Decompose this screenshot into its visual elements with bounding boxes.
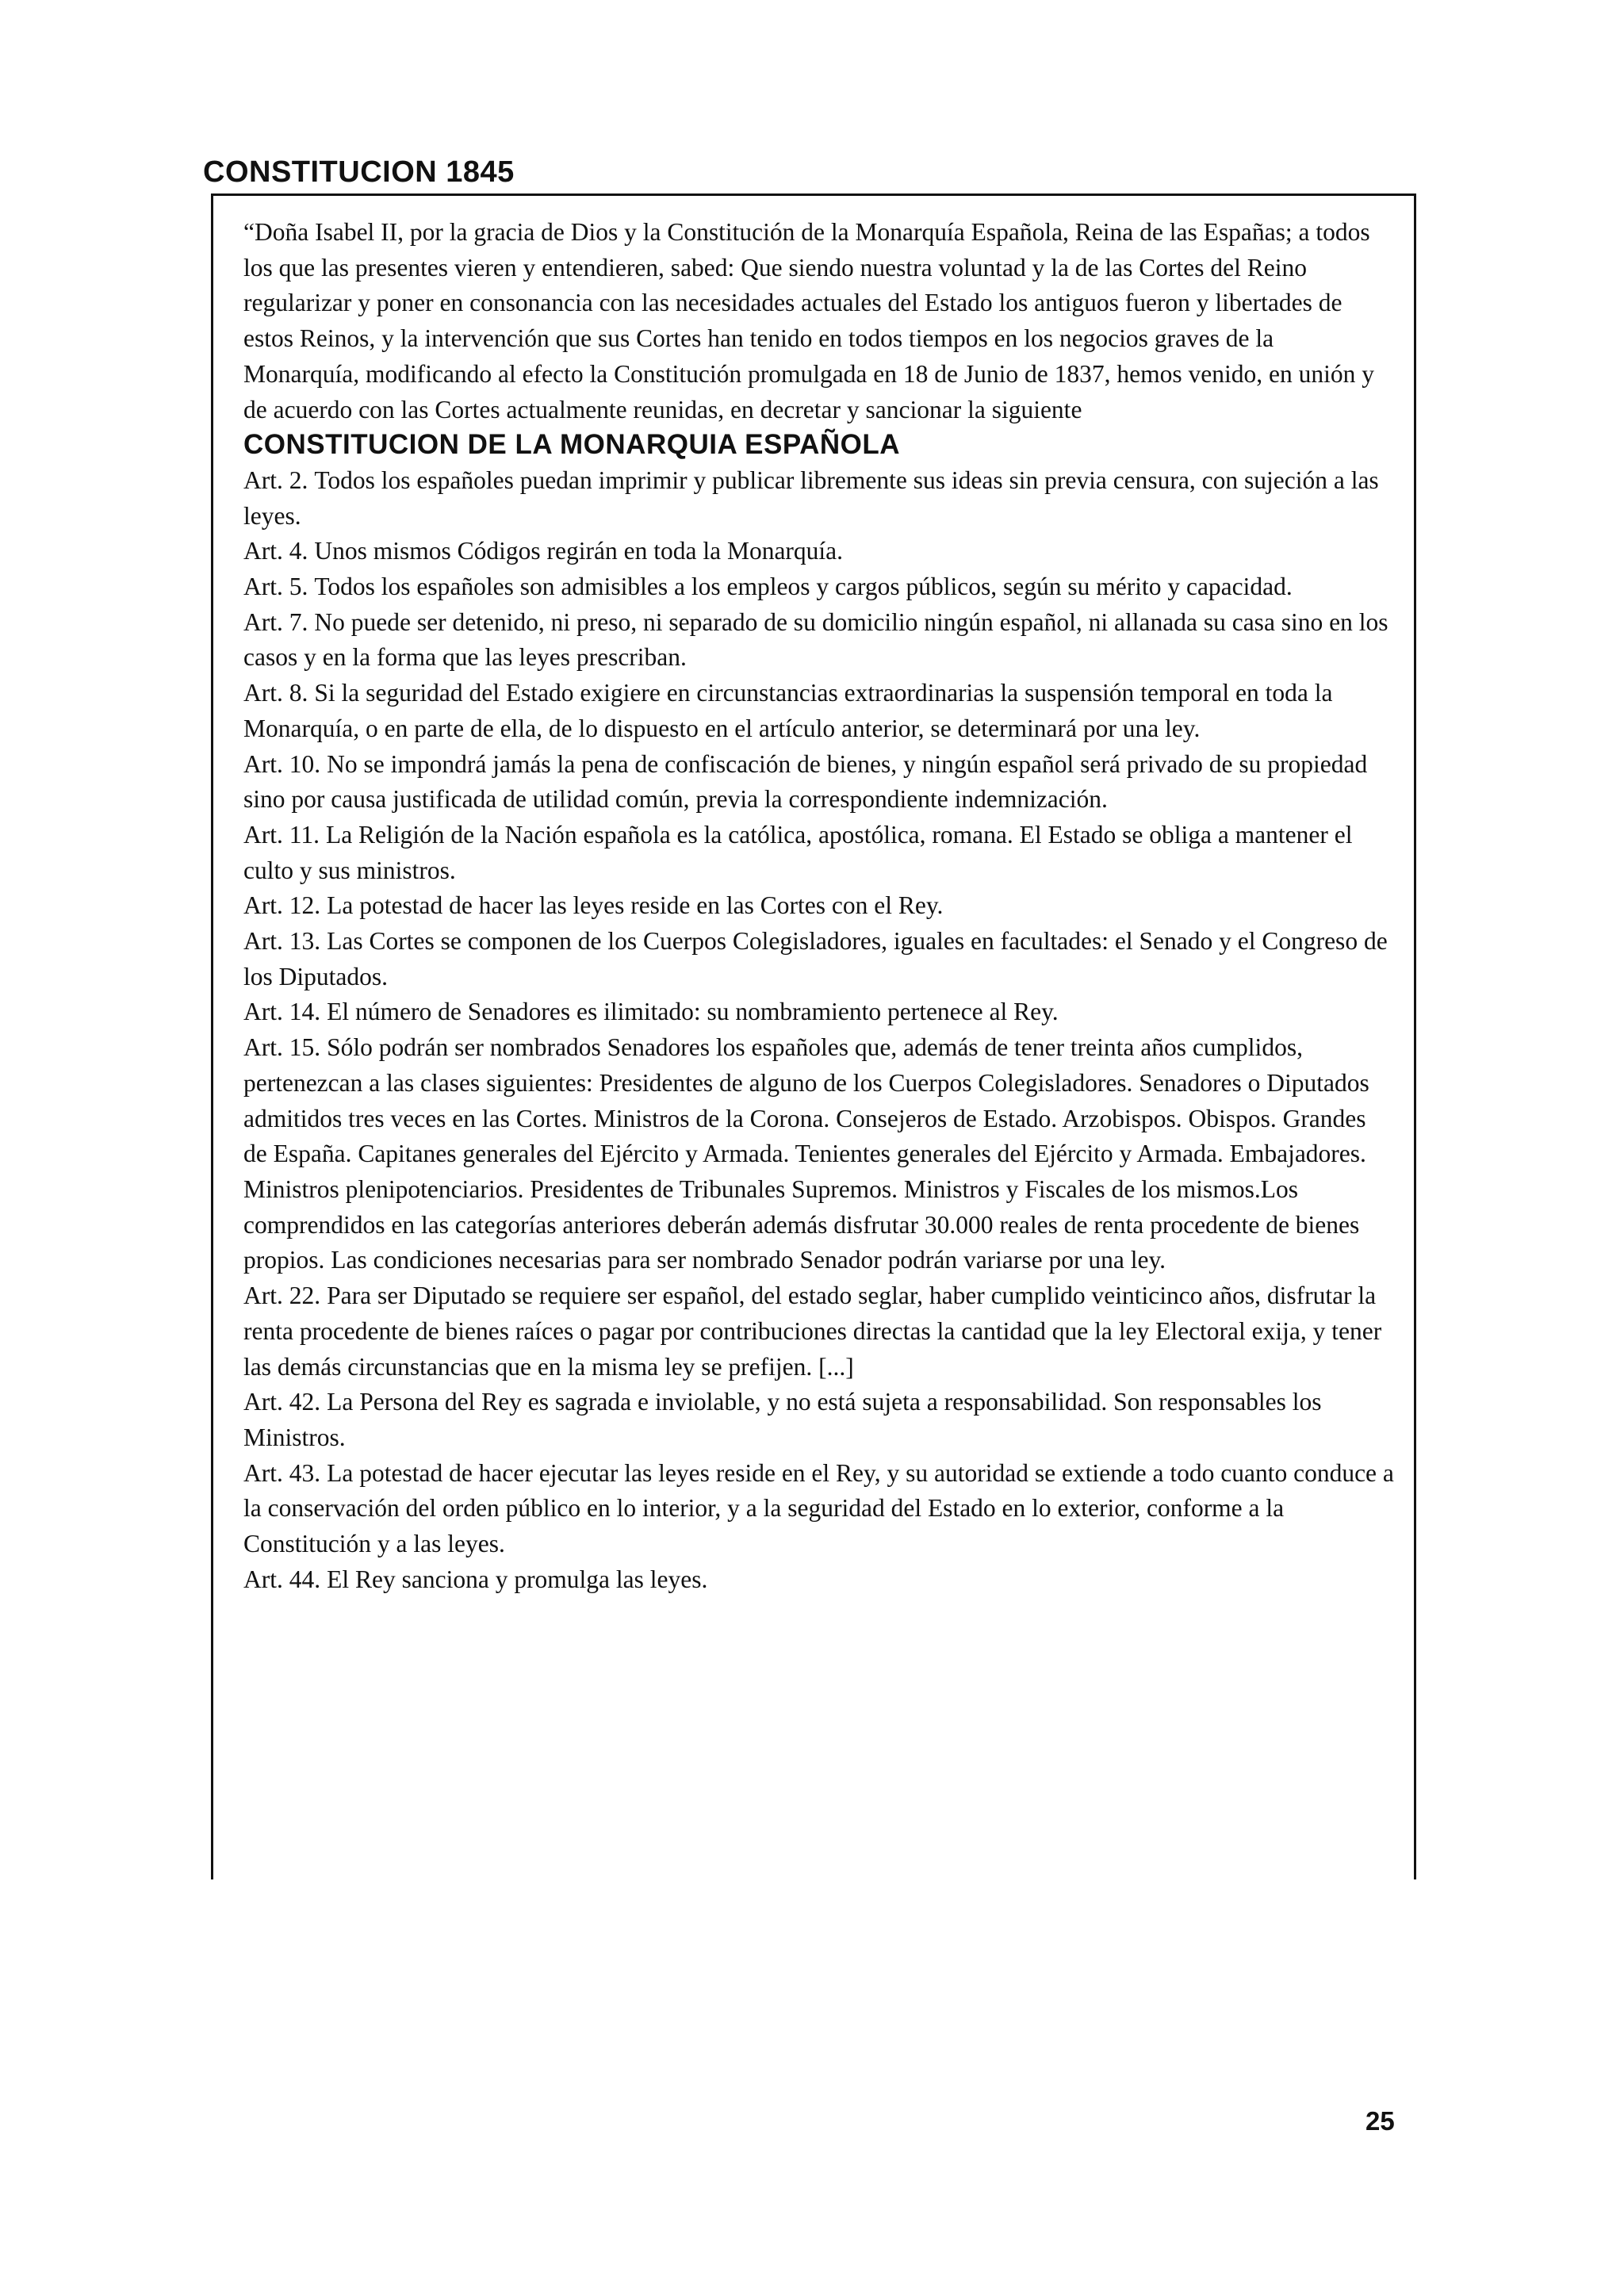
article-5 — [243, 569, 1395, 605]
article-number: Art. 2. — [243, 466, 308, 494]
article-number: Art. 14. — [243, 998, 321, 1026]
constitution-text-box — [211, 193, 1416, 1879]
constitution-heading: CONSTITUCION DE LA MONARQUIA ESPAÑOLA — [243, 429, 901, 461]
article-number: Art. 11. — [243, 820, 320, 849]
article-12 — [243, 888, 1395, 924]
article-11 — [243, 818, 1395, 888]
article-text: Si la seguridad del Estado exigiere en circunstancias extraordinarias la suspensión temporal en toda la Monarquía, o en parte de ella, de lo dispuesto en el artículo anterior, se determinará por una ley. — [243, 679, 1333, 742]
article-text: La potestad de hacer las leyes reside en las Cortes con el Rey. — [327, 891, 944, 920]
article-text: No puede ser detenido, ni preso, ni separado de su domicilio ningún español, ni allanada su casa sino en los casos y en la forma que las leyes prescriban. — [243, 607, 1388, 672]
article-text: Para ser Diputado se requiere ser español, del estado seglar, haber cumplido veinticinco años, disfrutar la renta procedente de bienes raíces o pagar por contribuciones directas la cantidad que la ley Electoral exija, y tener las demás circunstancias que en la misma ley se prefijen. [...] — [243, 1282, 1382, 1381]
article-text: Las Cortes se componen de los Cuerpos Colegisladores, iguales en facultades: el Senado y el Congreso de los Diputados. — [243, 927, 1388, 990]
article-13 — [243, 924, 1395, 994]
article-text: Todos los españoles puedan imprimir y publicar libremente sus ideas sin previa censura, con sujeción a las leyes. — [243, 466, 1379, 530]
article-7 — [243, 605, 1395, 676]
article-number: Art. 4. — [243, 537, 308, 565]
article-number: Art. 15. — [243, 1033, 321, 1062]
article-text: Sólo podrán ser nombrados Senadores los españoles que, además de tener treinta años cumplidos, pertenezcan a las clases siguientes: Presidentes de alguno de los Cuerpos Colegisladores. Senadores o Diputados admitidos tres veces en las Cortes. Ministros de la Corona. Consejeros de Estado. Arzobispos. Obispos. Grandes de España. Capitanes generales del Ejército y Armada. Tenientes generales del Ejército y Armada. Embajadores. Ministros plenipotenciarios. Presidentes de Tribunales Supremos. Ministros y Fiscales de los mismos.Los comprendidos en las categorías anteriores deberán además disfrutar 30.000 reales de renta procedente de bienes propios. Las condiciones necesarias para ser nombrado Senador podrán variarse por una ley. — [243, 1033, 1369, 1274]
article-number: Art. 43. — [243, 1458, 321, 1487]
article-8 — [243, 676, 1395, 746]
article-number: Art. 44. — [243, 1565, 321, 1593]
article-text: La Religión de la Nación española es la católica, apostólica, romana. El Estado se obliga a mantener el culto y sus ministros. — [243, 820, 1353, 884]
article-2 — [243, 463, 1395, 534]
article-15 — [243, 1030, 1395, 1278]
article-10 — [243, 747, 1395, 818]
article-42 — [243, 1385, 1395, 1455]
article-number: Art. 12. — [243, 891, 321, 920]
document-title: CONSTITUCION 1845 — [203, 155, 515, 189]
page-number: 25 — [1365, 2106, 1395, 2136]
article-number: Art. 42. — [243, 1388, 321, 1416]
article-number: Art. 22. — [243, 1282, 321, 1310]
article-text: Unos mismos Códigos regirán en toda la Monarquía. — [314, 537, 844, 565]
article-14 — [243, 994, 1395, 1030]
article-text: La potestad de hacer ejecutar las leyes reside en el Rey, y su autoridad se extiende a todo cuanto conduce a la conservación del orden público en lo interior, y a la seguridad del Estado en lo exterior, conforme a la Constitución y a las leyes. — [243, 1458, 1394, 1558]
article-text: La Persona del Rey es sagrada e inviolable, y no está sujeta a responsabilidad. Son responsables los Ministros. — [243, 1388, 1322, 1451]
article-22 — [243, 1278, 1395, 1385]
article-number: Art. 7. — [243, 607, 308, 636]
article-44 — [243, 1562, 1395, 1598]
article-text: El número de Senadores es ilimitado: su nombramiento pertenece al Rey. — [327, 998, 1059, 1026]
article-4 — [243, 534, 1395, 569]
article-text: El Rey sanciona y promulga las leyes. — [327, 1565, 708, 1593]
article-number: Art. 5. — [243, 573, 308, 601]
preamble: “Doña Isabel II, por la gracia de Dios y la Constitución de la Monarquía Española, Reina de las Españas; a todos los que las presentes vieren y entendieren, sabed: Que siendo nuestra voluntad y la de las Cortes del Reino regularizar y poner en consonancia con las necesidades actuales del Estado los antiguos fueron y libertades de estos Reinos, y la intervención que sus Cortes han tenido en todos tiempos en los negocios graves de la Monarquía, modificando al efecto la Constitución promulgada en 18 de Junio de 1837, hemos venido, en unión y de acuerdo con las Cortes actualmente reunidas, en decretar y sancionar la siguiente — [243, 218, 1374, 423]
article-text: Todos los españoles son admisibles a los empleos y cargos públicos, según su mérito y capacidad. — [314, 573, 1293, 601]
article-43 — [243, 1456, 1395, 1562]
article-number: Art. 13. — [243, 927, 321, 956]
article-number: Art. 8. — [243, 679, 308, 707]
article-number: Art. 10. — [243, 749, 321, 778]
article-text: No se impondrá jamás la pena de confiscación de bienes, y ningún español será privado de su propiedad sino por causa justificada de utilidad común, previa la correspondiente indemnización. — [243, 749, 1368, 814]
